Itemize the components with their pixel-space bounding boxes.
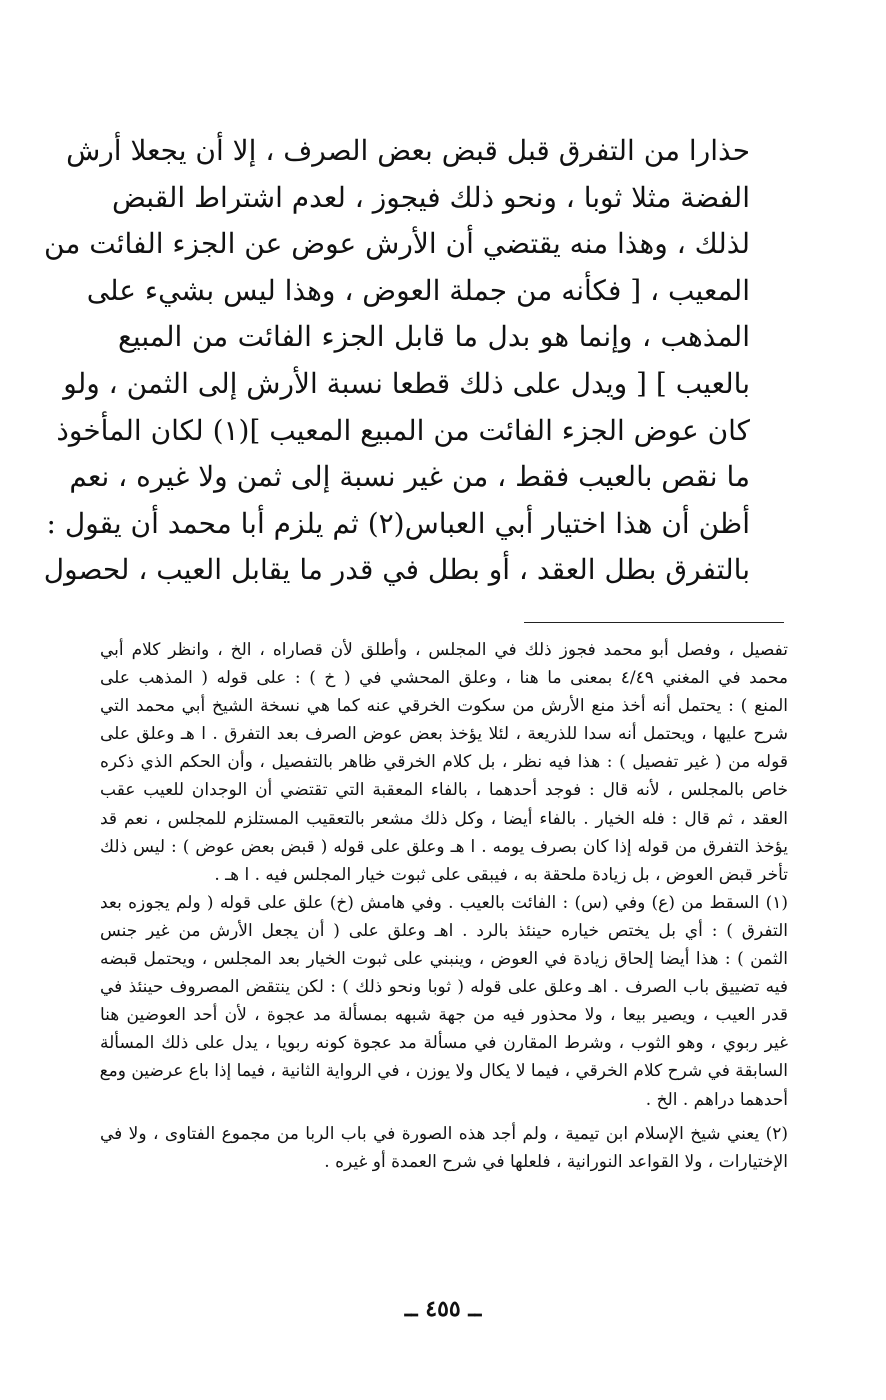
- page-number: ــ ٤٥٥ ــ: [404, 1296, 482, 1322]
- footnote-line: تأخر قبض العوض ، بل زيادة ملحقة به ، فيبقى على ثبوت خيار المجلس فيه . ا هـ .: [214, 864, 788, 885]
- body-line: الفضة مثلا ثوبا ، ونحو ذلك فيجوز ، لعدم اشتراط القبض: [111, 180, 750, 214]
- footnote-line: غير ربوي ، وهو الثوب ، وشرط المقارن في مسألة مد عجوة كونه ربويا ، يدل على ذلك المسألة: [100, 1033, 788, 1054]
- body-line: المعيب ، [ فكأنه من جملة العوض ، وهذا ليس بشيء على: [86, 273, 750, 307]
- footnote-line: شرح عليها ، ويحتمل أنه سدا للذريعة ، لئلا يؤخذ بعض عوض الصرف بعد التفرق . ا هـ وعلق على: [100, 724, 788, 745]
- footnote-line: قدر العيب ، ويصير بيعا ، ولا محذور فيه من جهة شبهه بمسألة مد عجوة ، لأن أحد العوضين هنا: [100, 1005, 788, 1026]
- footnotes-section: [100, 636, 788, 1176]
- footnote-1: [100, 889, 788, 1114]
- footnote-line: الثمن ) : هذا أيضا إلحاق زيادة في العوض ، وينبني على ثبوت الخيار بعد المجلس ، ويحتمل قبضه: [100, 949, 788, 970]
- footnote-line: خاص بالمجلس ، لأنه قال : فوجد أحدهما ، بالفاء المعقبة التي تقتضي أن الوجدان للعيب عقب: [100, 780, 788, 801]
- footnote-line: السابقة في شرح كلام الخرقي ، فيما لا يكال ولا يوزن ، في الرواية الثانية ، فيما إذا باع عرضين ومع: [99, 1061, 788, 1082]
- footnote-line: الإختيارات ، ولا القواعد النورانية ، فلعلها في شرح العمدة أو غيره .: [324, 1151, 788, 1172]
- body-line: حذارا من التفرق قبل قبض بعض الصرف ، إلا أن يجعلا أرش: [66, 134, 750, 167]
- body-line: ما نقص بالعيب فقط ، من غير نسبة إلى ثمن ولا غيره ، نعم: [69, 460, 750, 494]
- footnote-line: فيه تضييق باب الصرف . اهـ وعلق على قوله ( ثوبا ونحو ذلك ) : لكن ينتقض المصروف حينئذ في: [100, 977, 788, 998]
- main-body-text: [43, 128, 750, 594]
- body-line: بالتفرق بطل العقد ، أو بطل في قدر ما يقابل العيب ، لحصول: [43, 553, 750, 587]
- footnote-2: [100, 1120, 788, 1176]
- footnote-line: قوله من ( غير تفصيل ) : هذا فيه نظر ، بل كلام الخرقي ظاهر بالتفصيل ، وأن الحكم الذي ذكره: [100, 752, 788, 773]
- body-line: أظن أن هذا اختيار أبي العباس(٢) ثم يلزم أبا محمد أن يقول :: [46, 506, 750, 540]
- footnote-line: (١) السقط من (ع) وفي (س) : الفائت بالعيب . وفي هامش (خ) علق على قوله ( ولم يجوزه بعد: [100, 892, 788, 913]
- footnote-continuation: [100, 636, 788, 889]
- body-line: كان عوض الجزء الفائت من المبيع المعيب ](١) لكان المأخوذ: [56, 413, 750, 447]
- footnote-line: المنع ) : يحتمل أنه أخذ منع الأرش من سكوت الخرقي عنه كما هي نسخة الشيخ أبي محمد التي: [100, 696, 788, 717]
- footnote-line: العقد ، ثم قال : فله الخيار . بالفاء أيضا ، وكل ذلك مشعر بالتعقيب المستلزم للمجلس ، نعم قد: [100, 808, 788, 829]
- body-line: بالعيب ] [ ويدل على ذلك قطعا نسبة الأرش إلى الثمن ، ولو: [63, 366, 750, 400]
- body-line: المذهب ، وإنما هو بدل ما قابل الجزء الفائت من المبيع: [118, 320, 750, 354]
- footnote-line: (٢) يعني شيخ الإسلام ابن تيمية ، ولم أجد هذه الصورة في باب الربا من مجموع الفتاوى ، ولا في: [100, 1123, 788, 1144]
- footnote-divider: [524, 622, 784, 623]
- footnote-line: تفصيل ، وفصل أبو محمد فجوز ذلك في المجلس ، وأطلق لأن قصاراه ، الخ ، وانظر كلام أبي: [100, 640, 788, 660]
- footnote-line: أحدهما دراهم . الخ .: [645, 1089, 788, 1110]
- footnote-line: يؤخذ التفرق من قوله إذا كان بصرف يومه . ا هـ وعلق على قوله ( قبض بعض عوض ) : ليس ذلك: [100, 836, 788, 857]
- footnote-line: التفرق ) : أي بل يختص خياره حينئذ بالرد . اهـ وعلق على ( أن يجعل الأرش من غير جنس: [100, 920, 788, 941]
- footnote-line: محمد في المغني ٤/٤٩ بمعنى ما هنا ، وعلق المحشي في ( خ ) : على قوله ( المذهب على: [100, 668, 788, 689]
- body-line: لذلك ، وهذا منه يقتضي أن الأرش عوض عن الجزء الفائت من: [44, 227, 750, 261]
